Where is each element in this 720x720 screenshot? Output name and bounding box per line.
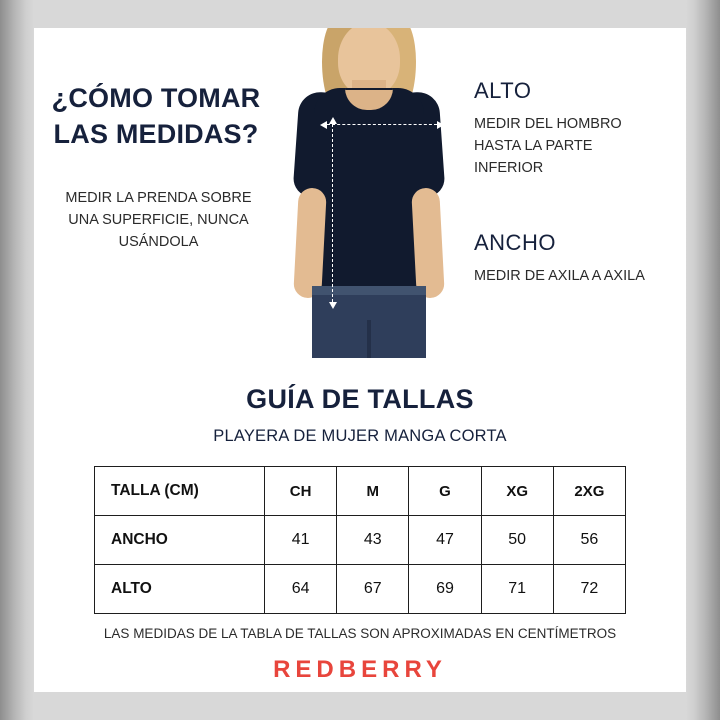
arrow-head-left-icon	[320, 121, 327, 129]
cell-ancho-xg: 50	[481, 516, 553, 565]
cell-alto-ch: 64	[265, 565, 337, 614]
measurement-body-ancho: MEDIR DE AXILA A AXILA	[474, 268, 645, 284]
size-table	[94, 466, 626, 614]
arrow-head-right-icon	[437, 121, 444, 129]
table-row	[95, 516, 626, 565]
cell-ancho-2xg: 56	[553, 516, 625, 565]
guide-subtitle: PLAYERA DE MUJER MANGA CORTA	[213, 427, 507, 445]
arrow-head-up-icon	[329, 117, 337, 124]
measurement-title-ancho: ANCHO	[474, 230, 556, 255]
cell-alto-g: 69	[409, 565, 481, 614]
table-header-row	[95, 467, 626, 516]
jeans-seam	[367, 320, 371, 358]
cell-alto-xg: 71	[481, 565, 553, 614]
cell-alto-2xg: 72	[553, 565, 625, 614]
brand-logo: REDBERRY	[273, 656, 447, 683]
guide-title: GUÍA DE TALLAS	[246, 384, 474, 414]
table-col-m: M	[337, 467, 409, 516]
model-arm-left	[293, 187, 327, 298]
model-belt	[312, 286, 426, 295]
size-guide-card	[34, 28, 686, 692]
arrow-head-down-icon	[329, 302, 337, 309]
cell-ancho-m: 43	[337, 516, 409, 565]
table-row	[95, 565, 626, 614]
table-col-xg: XG	[481, 467, 553, 516]
table-col-g: G	[409, 467, 481, 516]
page-title: ¿CÓMO TOMAR LAS MEDIDAS?	[51, 83, 261, 150]
width-measure-arrow	[327, 124, 437, 126]
measurement-body-alto: MEDIR DEL HOMBRO HASTA LA PARTE INFERIOR	[474, 116, 622, 176]
how-to-measure-section	[34, 28, 686, 358]
table-note: LAS MEDIDAS DE LA TABLA DE TALLAS SON APROXIMADAS EN CENTÍMETROS	[103, 626, 617, 641]
cell-ancho-g: 47	[409, 516, 481, 565]
table-col-ch: CH	[265, 467, 337, 516]
row-label-ancho: ANCHO	[95, 516, 265, 565]
measurement-title-alto: ALTO	[474, 78, 532, 103]
measurement-block-ancho	[474, 230, 664, 288]
table-corner-label: TALLA (CM)	[95, 467, 265, 516]
height-measure-arrow	[332, 124, 334, 302]
row-label-alto: ALTO	[95, 565, 265, 614]
measure-instructions: MEDIR LA PRENDA SOBRE UNA SUPERFICIE, NUNCA USÁNDOLA	[65, 190, 252, 250]
table-col-2xg: 2XG	[553, 467, 625, 516]
cell-ancho-ch: 41	[265, 516, 337, 565]
model-photo	[262, 28, 472, 358]
cell-alto-m: 67	[337, 565, 409, 614]
measurement-block-alto	[474, 78, 664, 179]
model-arm-right	[411, 187, 445, 298]
